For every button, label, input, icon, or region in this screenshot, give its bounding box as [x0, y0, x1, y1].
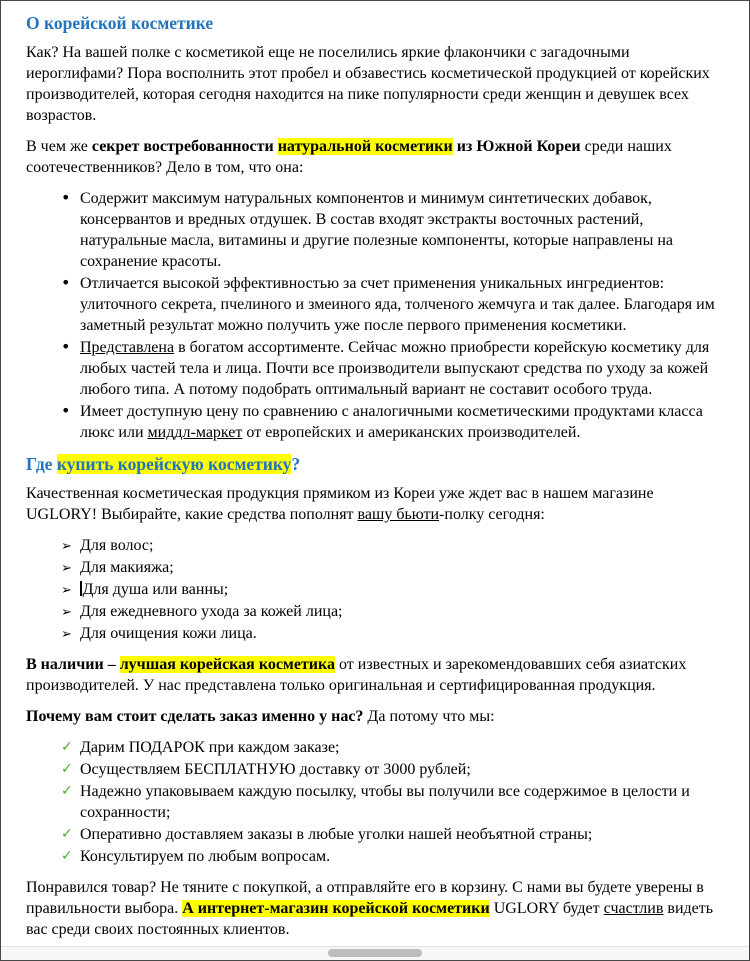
list-item: [61, 579, 723, 600]
check-icon: ✓: [61, 848, 73, 864]
arrow-bullet-icon: ➢: [61, 627, 72, 642]
list-item: [61, 337, 723, 400]
list-item-text: Надежно упаковываем каждую посылку, чтобы вы получили все содержимое в целости и сохранности;: [80, 783, 690, 821]
text-run: Как? На вашей полке с косметикой еще не поселились яркие флакончики с загадочными иероглифами? Пора восполнить этот пробел и обзавестись косметической продукцией от корейских производителей, которая сегодня находится на пике популярности среди женщин и девушек всех возрастов.: [26, 44, 710, 124]
section-heading-where-to-buy: [26, 453, 723, 475]
outro-paragraph: [26, 877, 723, 940]
list-item: [61, 601, 723, 622]
heading-text: ?: [291, 454, 301, 474]
list-item: [61, 273, 723, 336]
section-heading-about: О корейской косметике: [26, 13, 214, 33]
list-item: [61, 188, 723, 272]
text-run: -полку сегодня:: [439, 506, 545, 523]
features-list: [61, 188, 723, 443]
text-run: Да потому что мы:: [363, 708, 495, 725]
list-item-text: Имеет доступную цену по сравнению с аналогичными косметическими продуктами класса люкс или: [80, 403, 703, 441]
bullet-icon: •: [61, 273, 71, 292]
list-item-text: Для волос;: [80, 537, 154, 554]
arrow-bullet-icon: ➢: [61, 539, 72, 554]
stock-paragraph: [26, 654, 723, 696]
list-item-text: Для макияжа;: [80, 559, 174, 576]
check-icon: ✓: [61, 739, 73, 755]
demand-paragraph: [26, 136, 723, 178]
why-us-paragraph: [26, 706, 723, 727]
highlighted-text: лучшая корейская косметика: [119, 656, 335, 673]
list-item-text: в богатом ассортименте. Сейчас можно приобрести корейскую косметику для любых частей тела и лица. Почти все производители выпускают средства по уходу за кожей любого типа. А потому подобрать оптимальный вариант не составит особого труда.: [80, 339, 710, 398]
list-item-text: Отличается высокой эффективностью за счет применения уникальных ингредиентов: улиточного секрета, пчелиного и змеиного яда, толченого жемчуга и так далее. Благодаря им заметный результат можно получить уже после первого применения косметики.: [80, 275, 715, 334]
list-item-text: от европейских и американских производителей.: [242, 424, 581, 441]
text-cursor-caret: [80, 581, 82, 596]
list-item: [61, 824, 723, 845]
list-item-text: Для очищения кожи лица.: [80, 625, 257, 642]
bold-text: В наличии –: [26, 656, 120, 673]
underlined-text: вашу бьюти: [357, 506, 440, 523]
list-item: [61, 737, 723, 758]
list-item-text: Для ежедневного ухода за кожей лица;: [80, 603, 343, 620]
list-item-text: Оперативно доставляем заказы в любые уголки нашей необъятной страны;: [80, 826, 593, 843]
bullet-icon: •: [61, 188, 71, 207]
text-run: UGLORY будет: [489, 900, 604, 917]
list-item: [61, 759, 723, 780]
text-run: от известных и зарекомендовавших себя азиатских производителей. У нас представлена только оригинальная и сертифицированная продукция.: [26, 656, 687, 694]
highlighted-text: А интернет-магазин корейской косметики: [182, 900, 490, 917]
check-icon: ✓: [61, 783, 73, 799]
check-icon: ✓: [61, 761, 73, 777]
shop-intro-paragraph: [26, 483, 723, 525]
highlighted-text: натуральной косметики: [277, 138, 453, 155]
horizontal-scrollbar[interactable]: [1, 946, 749, 960]
highlighted-text: купить корейскую косметику: [56, 454, 292, 474]
underlined-text: счастлив: [603, 900, 664, 917]
categories-list: [61, 535, 723, 644]
list-item-text: Дарим ПОДАРОК при каждом заказе;: [80, 739, 340, 756]
underlined-text: миддл-маркет: [147, 424, 243, 441]
intro-paragraph: [26, 42, 723, 126]
list-item: [61, 781, 723, 823]
bold-text: из Южной Кореи: [452, 138, 581, 155]
bullet-icon: •: [61, 401, 71, 420]
bullet-icon: •: [61, 337, 71, 356]
list-item-text: Для душа или ванны;: [82, 581, 229, 598]
document-content: [1, 1, 749, 940]
list-item: [61, 535, 723, 556]
check-icon: ✓: [61, 826, 73, 842]
bold-text: секрет востребованности: [91, 138, 278, 155]
list-item: [61, 557, 723, 578]
list-item-text: Осуществляем БЕСПЛАТНУЮ доставку от 3000 рублей;: [80, 761, 471, 778]
text-run: среди наших соотечественников? Дело в том, что она:: [26, 138, 672, 176]
text-run: В чем же: [26, 138, 92, 155]
benefits-list: [61, 737, 723, 867]
arrow-bullet-icon: ➢: [61, 561, 72, 576]
heading-text: Где: [26, 454, 57, 474]
underlined-text: Представлена: [80, 339, 175, 356]
arrow-bullet-icon: ➢: [61, 605, 72, 620]
list-item: [61, 401, 723, 443]
text-run: Понравился товар? Не тяните с покупкой, а отправляйте его в корзину. С нами вы будете уверены в правильности выбора.: [26, 879, 704, 917]
list-item-text: Консультируем по любым вопросам.: [80, 848, 331, 865]
arrow-bullet-icon: ➢: [61, 583, 72, 598]
bold-text: Почему вам стоит сделать заказ именно у нас?: [26, 708, 364, 725]
list-item: [61, 623, 723, 644]
text-run: Качественная косметическая продукция прямиком из Кореи уже ждет вас в нашем магазине UGLORY! Выбирайте, какие средства пополнят: [26, 485, 654, 523]
list-item-text: Содержит максимум натуральных компонентов и минимум синтетических добавок, консервантов и вредных отдушек. В состав входят экстракты восточных растений, натуральные масла, витамины и другие полезные компоненты, которые направлены на сохранение красоты.: [80, 190, 673, 270]
text-run: видеть вас среди своих постоянных клиентов.: [26, 900, 714, 938]
horizontal-scrollbar-thumb[interactable]: [328, 949, 422, 957]
list-item: [61, 846, 723, 867]
